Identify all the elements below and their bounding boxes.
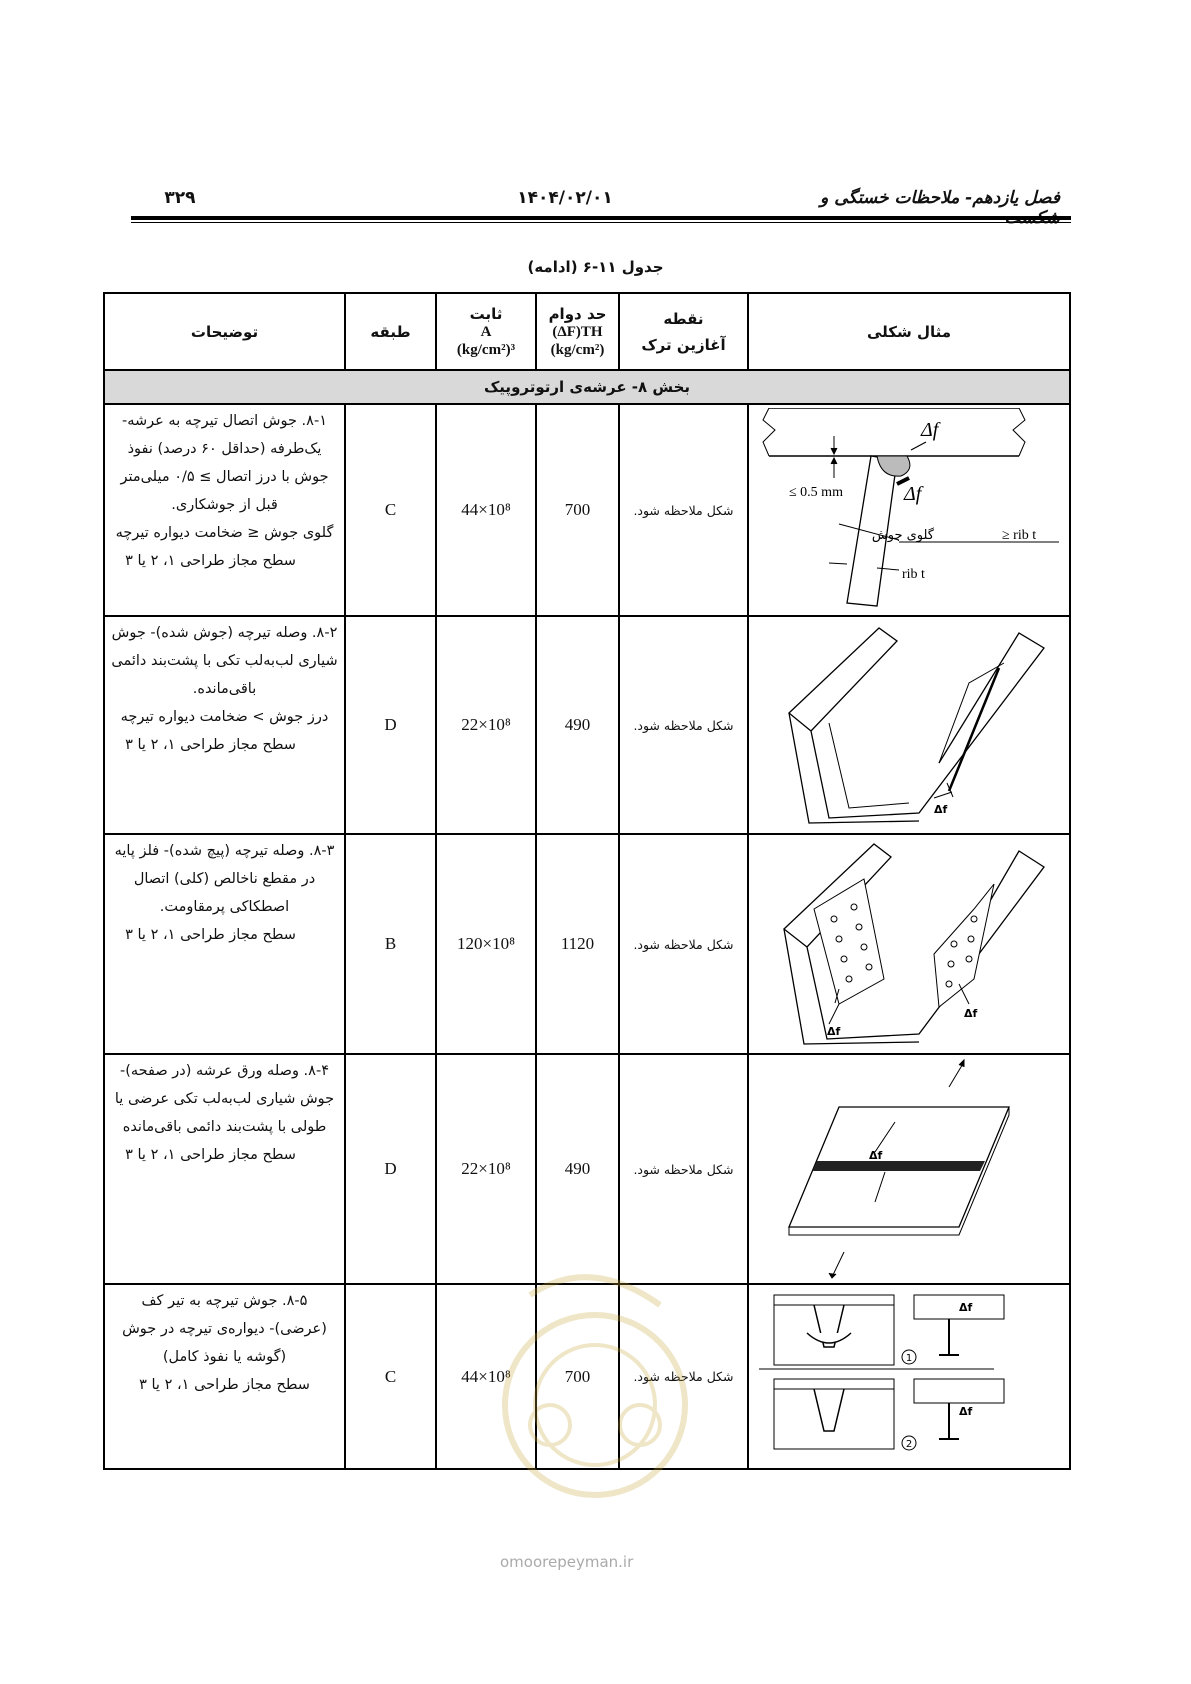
header-rule-thin [131,222,1071,223]
description-text: گلوی جوش ≤ ضخامت دیواره تیرچه [115,525,334,541]
row-constant: 44×10⁸ [436,1284,536,1469]
figure-label: 2 [905,1438,913,1450]
figure-label: rib t [902,566,925,582]
row-threshold: 700 [536,1284,619,1469]
col-constant-unit: (kg/cm²)³ [456,341,516,358]
description-text: ۸-۵. جوش تیرچه به تیر کف (عرضی)- دیواره‌ی تیرچه در جوش (گوشه یا نفوذ کامل) [122,1293,327,1365]
description-text: سطح مجاز طراحی ۱، ۲ یا ۳ [125,927,296,943]
row-threshold: 1120 [536,834,619,1054]
table-row [104,404,1070,616]
table-row [104,616,1070,834]
row-category: D [345,1054,436,1284]
col-threshold-unit: (kg/cm²) [550,341,605,358]
row-crack-start: شکل ملاحظه شود. [619,404,748,616]
col-constant-symbol: A [480,323,492,340]
col-description: توضیحات [104,293,345,370]
row-category: D [345,616,436,834]
row-description [104,1284,345,1469]
rib-floorbeam-weld-figure [759,1287,1059,1467]
description-text: سطح مجاز طراحی ۱، ۲ یا ۳ [125,553,296,569]
description-text: سطح مجاز طراحی ۱، ۲ یا ۳ [125,1147,296,1163]
description-text: درز جوش > ضخامت دیواره تیرچه [120,709,329,725]
col-constant-title: ثابت [469,304,503,323]
row-description [104,616,345,834]
row-threshold: 490 [536,616,619,834]
table-caption: جدول ۱۱-۶ (ادامه) [527,258,664,276]
row-threshold: 490 [536,1054,619,1284]
chapter-title: فصل یازدهم- ملاحظات خستگی و [820,188,1060,208]
deck-plate-splice-figure [779,1057,1039,1282]
row-figure [748,834,1070,1054]
description-text: سطح مجاز طراحی ۱، ۲ یا ۳ [125,737,296,753]
description-text: ۸-۲. وصله تیرچه (جوش شده)- جوش شیاری لب‌به‌لب تکی با پشت‌بند دائمی باقی‌مانده. [111,625,338,697]
row-constant: 22×10⁸ [436,616,536,834]
description-text: ۸-۳. وصله تیرچه (پیچ شده)- فلز پایه در مقطع ناخالص (کلی) اتصال اصطکاکی پرمقاومت. [114,843,335,915]
figure-label: Δf [934,802,948,816]
watermark-url: omoorepeyman.ir [500,1553,634,1571]
figure-label: Δf [827,1025,841,1038]
row-figure [748,1284,1070,1469]
row-crack-start: شکل ملاحظه شود. [619,1284,748,1469]
figure-label: Δf [964,1007,978,1020]
col-figure: مثال شکلی [748,293,1070,370]
header-rule-thick [131,216,1071,220]
col-threshold-symbol: (ΔF)TH [552,323,603,340]
row-threshold: 700 [536,404,619,616]
col-threshold-title: حد دوام [548,304,607,323]
row-description [104,404,345,616]
row-description [104,834,345,1054]
figure-label: ≥ rib t [1002,527,1037,543]
row-constant: 22×10⁸ [436,1054,536,1284]
figure-label: Δf [959,1404,973,1418]
figure-label: Δf [959,1300,973,1314]
table-header-row [104,293,1070,370]
row-crack-start: شکل ملاحظه شود. [619,834,748,1054]
row-category: B [345,834,436,1054]
description-text: سطح مجاز طراحی ۱، ۲ یا ۳ [139,1377,310,1393]
col-category: طبقه [345,293,436,370]
table-row [104,1054,1070,1284]
section-title: بخش ۸- عرشه‌ی ارتوتروپیک [104,370,1070,404]
page-number: ۳۲۹ [164,188,196,208]
row-constant: 44×10⁸ [436,404,536,616]
rib-deck-weld-figure [759,408,1059,613]
row-figure [748,616,1070,834]
row-figure [748,1054,1070,1284]
row-constant: 120×10⁸ [436,834,536,1054]
description-text: ۸-۱. جوش اتصال تیرچه به عرشه- یک‌طرفه (حداقل ۶۰ درصد) نفوذ جوش با درز اتصال ≥ ۰/۵ میلی‌متر قبل از جوشکاری. [120,413,329,513]
page-date: ۱۴۰۴/۰۲/۰۱ [517,188,613,208]
table-row [104,834,1070,1054]
col-threshold [536,293,619,370]
col-crack-start: نقطه آغازین ترک [619,293,748,370]
section-row [104,370,1070,404]
figure-label: گلوی جوش [871,527,934,543]
row-crack-start: شکل ملاحظه شود. [619,616,748,834]
figure-label: Δf [869,1148,883,1162]
row-category: C [345,404,436,616]
figure-label: ≤ 0.5 mm [789,484,843,500]
row-figure [748,404,1070,616]
rib-splice-welded-figure [769,623,1049,828]
watermark-logo [490,1255,700,1505]
row-description [104,1054,345,1284]
rib-splice-bolted-figure [769,839,1049,1049]
figure-label: 1 [905,1352,913,1364]
col-constant [436,293,536,370]
figure-label: Δf [921,418,939,441]
row-crack-start: شکل ملاحظه شود. [619,1054,748,1284]
figure-label: Δf [904,482,922,505]
description-text: ۸-۴. وصله ورق عرشه (در صفحه)- جوش شیاری لب‌به‌لب تکی عرضی یا طولی با پشت‌بند دائمی باقی‌مانده [114,1063,335,1135]
row-category: C [345,1284,436,1469]
